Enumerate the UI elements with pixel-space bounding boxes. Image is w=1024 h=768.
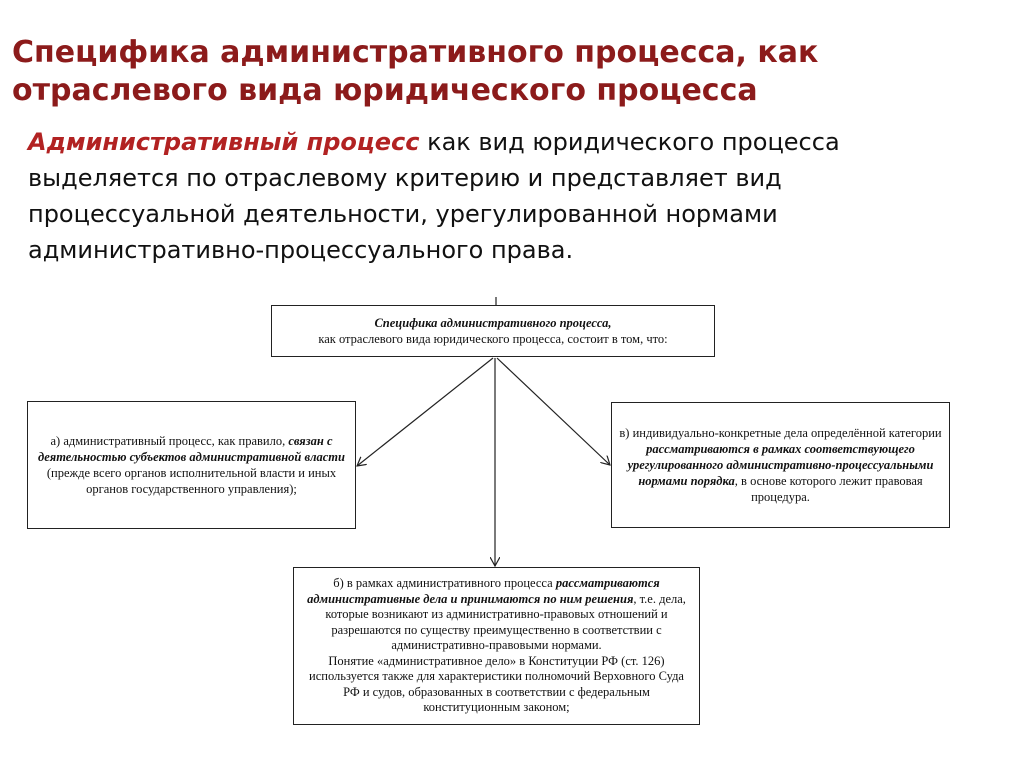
box-right-text-2: , в основе которого лежит правовая процедура.: [734, 474, 923, 504]
slide-title-line2: отраслевого вида юридического процесса: [12, 73, 758, 108]
arrow-to-right-box: [497, 358, 610, 465]
box-left-text-2: (прежде всего органов исполнительной власти и иных органов государственного управления);: [46, 466, 337, 496]
box-bottom-emphasis: рассматриваются административные дела и принимаются по ним решения: [307, 576, 660, 606]
box-bottom-text-1: б) в рамках административного процесса: [333, 576, 556, 591]
box-right-emphasis: рассматриваются в рамках соответствующего урегулированного административно-процессуальными нормами порядка: [627, 442, 934, 488]
lead-accent-term: Административный процесс: [28, 128, 420, 156]
box-left-text-1: а) административный процесс, как правило,: [50, 434, 286, 448]
diagram-box-top: [271, 305, 715, 357]
lead-text: как вид юридического процесса выделяется по отраслевому критерию и представляет вид процессуальной деятельности, урегулированной нормами административно-процессуального права.: [28, 128, 840, 264]
box-bottom-text-3: Понятие «административное дело» в Конституции РФ (ст. 126) используется также для характеристики полномочий Верховного Суда РФ и судов, образованных в соответствии с федеральным конституционным законом;: [309, 653, 684, 715]
box-bottom-text-2: , т.е. дела, которые возникают из административно-правовых отношений и разрешаются по существу преимущественно в соответствии с административно-правовыми нормами.: [325, 591, 686, 653]
diagram-box-right: [611, 402, 950, 528]
box-right-text-1: в) индивидуально-конкретные дела определённой категории: [619, 426, 942, 440]
box-top-subheading: как отраслевого вида юридического процесса, состоит в том, что:: [318, 332, 668, 346]
slide-title-line1: Специфика административного процесса, как: [12, 35, 819, 70]
arrow-to-left-box: [357, 358, 493, 466]
diagram-box-bottom: [293, 567, 700, 725]
box-top-heading: Специфика административного процесса,: [374, 316, 612, 330]
diagram-box-left: [27, 401, 356, 529]
box-left-emphasis: связан с деятельностью субъектов административной власти: [38, 434, 345, 464]
